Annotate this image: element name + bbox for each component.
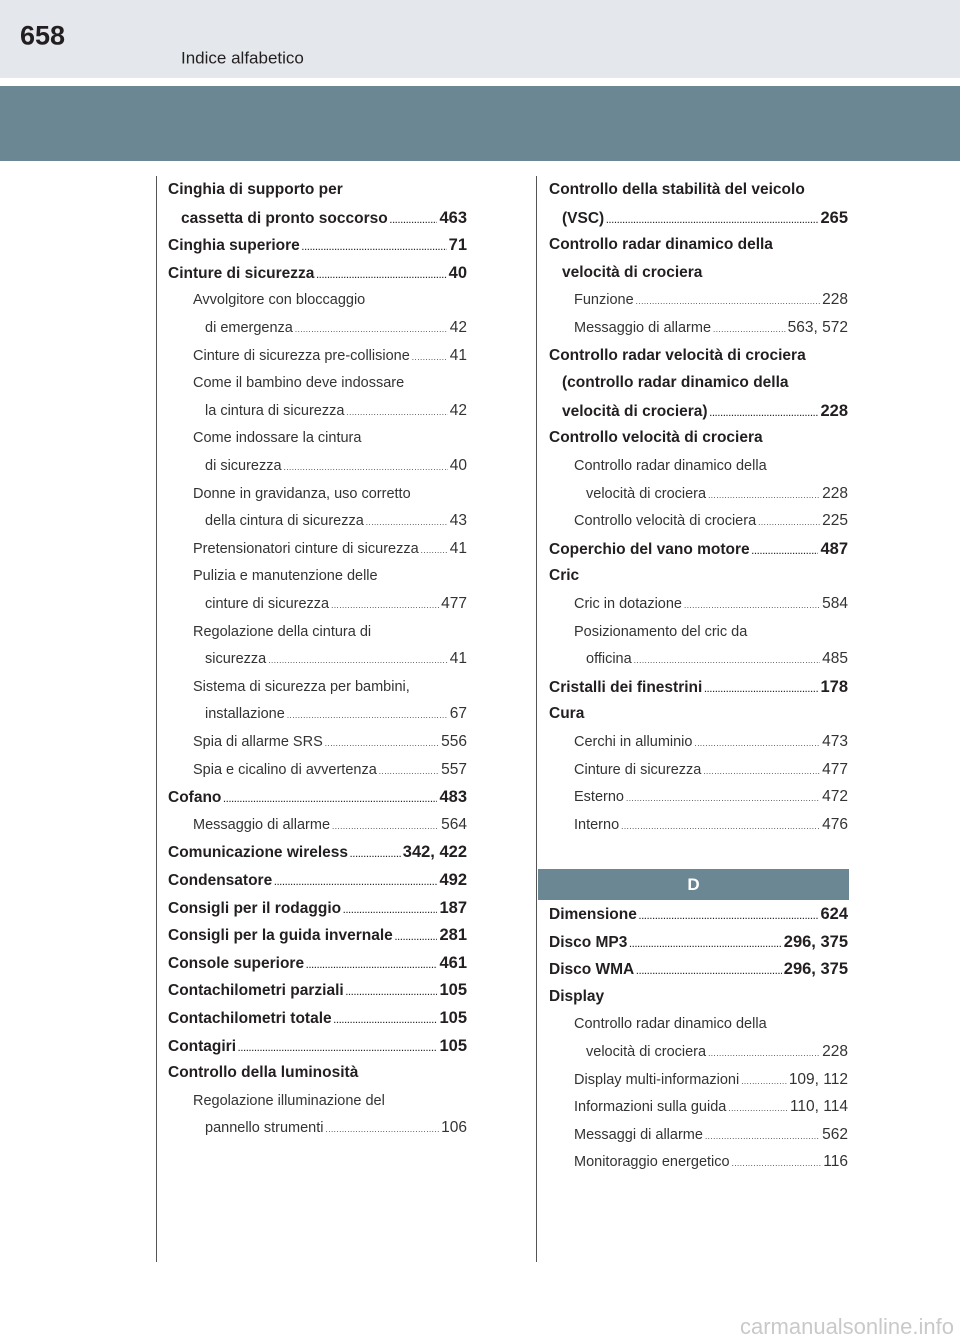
- index-entry-text: Avvolgitore con bloccaggio: [193, 292, 366, 309]
- index-entry-text: Spia e cicalino di avvertenza: [193, 761, 377, 778]
- index-entry-text: Consigli per la guida invernale: [168, 927, 393, 945]
- index-entry: [168, 868, 467, 892]
- index-entry: [574, 509, 848, 533]
- index-entry-page: 225: [822, 512, 848, 530]
- index-entry-text: velocità di crociera): [562, 402, 708, 420]
- index-entry-page: 41: [449, 650, 467, 668]
- index-entry-text: Monitoraggio energetico: [574, 1154, 730, 1171]
- right-column-rule: [536, 176, 537, 1262]
- index-entry-text: officina: [586, 651, 632, 668]
- index-entry-page: 563, 572: [787, 319, 848, 336]
- index-entry-text: Controllo della luminosità: [168, 1064, 359, 1082]
- index-entry-text: cinture di sicurezza: [205, 596, 330, 612]
- index-entry-text: Cerchi in alluminio: [574, 734, 693, 750]
- index-entry: [193, 758, 467, 782]
- index-entry-text: Cinghia di supporto per: [168, 181, 343, 198]
- dot-leader: [343, 899, 437, 923]
- index-entry-text: Console superiore: [168, 954, 305, 972]
- index-entry: [193, 564, 467, 588]
- index-entry: [168, 923, 467, 947]
- index-entry-text: Cric: [549, 567, 580, 585]
- dot-leader: [326, 1118, 440, 1142]
- left-column-rule: [156, 176, 157, 1262]
- index-entry-text: Funzione: [574, 292, 634, 309]
- index-entry-page: 105: [439, 981, 467, 1000]
- index-entry-text: (controllo radar dinamico della: [562, 374, 789, 392]
- index-entry-text: Disco WMA: [549, 961, 635, 979]
- index-entry: [168, 951, 467, 975]
- index-entry: [549, 702, 848, 726]
- index-entry-page: 342, 422: [402, 843, 467, 862]
- index-entry-page: 296, 375: [783, 932, 848, 951]
- index-entry: [205, 647, 467, 671]
- dot-leader: [621, 815, 820, 839]
- index-entry: [205, 454, 467, 478]
- index-entry-page: 105: [439, 1036, 467, 1055]
- index-entry: [574, 1150, 848, 1174]
- index-entry: [574, 592, 848, 616]
- index-entry-page: 477: [441, 595, 467, 612]
- dot-leader: [728, 1097, 788, 1121]
- index-entry-text: Cinture di sicurezza: [574, 761, 702, 778]
- index-entry-text: Controllo radar dinamico della: [574, 1016, 767, 1033]
- dot-leader: [421, 539, 448, 563]
- index-entry: [168, 978, 467, 1002]
- dot-leader: [223, 788, 437, 812]
- dot-leader: [346, 981, 438, 1005]
- index-entry-text: Esterno: [574, 789, 624, 806]
- index-entry-page: 228: [822, 1043, 848, 1060]
- index-entry: [193, 288, 467, 312]
- index-entry-page: 557: [441, 760, 467, 778]
- index-entry: [168, 1034, 467, 1058]
- watermark: carmanualsonline.info: [739, 1314, 954, 1339]
- index-entry-text: Consigli per il rodaggio: [168, 899, 342, 917]
- index-entry-page: 43: [449, 512, 467, 530]
- index-entry: [562, 261, 848, 285]
- index-entry-text: (VSC): [562, 209, 605, 227]
- index-entry-text: Come il bambino deve indossare: [193, 375, 405, 392]
- index-entry: [549, 902, 848, 926]
- index-entry-page: 472: [822, 788, 848, 806]
- index-entry: [549, 344, 848, 368]
- index-entry-page: 228: [820, 401, 848, 420]
- dot-leader: [287, 704, 448, 728]
- index-entry-text: Pulizia e manutenzione delle: [193, 568, 378, 585]
- index-entry: [574, 813, 848, 837]
- index-entry-text: Contachilometri parziali: [168, 982, 344, 1000]
- dot-leader: [350, 843, 401, 867]
- dot-leader: [346, 401, 447, 425]
- index-entry-text: Coperchio del vano motore: [549, 540, 750, 558]
- index-entry-page: 187: [439, 898, 467, 917]
- index-entry: [549, 675, 848, 699]
- index-entry-text: installazione: [205, 706, 285, 723]
- dot-leader: [366, 511, 448, 535]
- index-entry-page: 110, 114: [789, 1098, 848, 1116]
- index-entry-text: la cintura di sicurezza: [205, 402, 345, 419]
- index-entry-text: Posizionamento del cric da: [574, 623, 748, 640]
- dot-leader: [732, 1152, 822, 1176]
- index-entry-page: 40: [448, 263, 467, 282]
- index-entry-page: 562: [822, 1125, 848, 1143]
- index-entry-page: 463: [439, 208, 467, 227]
- index-entry-page: 476: [822, 815, 848, 833]
- index-entry-page: 178: [820, 677, 848, 696]
- index-entry-page: 67: [449, 705, 467, 723]
- dot-leader: [412, 346, 448, 370]
- dot-leader: [284, 456, 448, 480]
- dot-leader: [302, 236, 447, 260]
- index-entry-page: 473: [822, 733, 848, 750]
- index-entry-text: della cintura di sicurezza: [205, 513, 364, 530]
- index-entry-text: Controllo radar dinamico della: [549, 236, 773, 254]
- index-entry-text: Comunicazione wireless: [168, 844, 349, 862]
- index-entry: [168, 261, 467, 285]
- dot-leader: [390, 209, 438, 233]
- index-entry-text: Cura: [549, 705, 585, 723]
- index-entry: [205, 509, 467, 533]
- index-entry-text: Contagiri: [168, 1037, 237, 1055]
- page-number: 658: [20, 20, 66, 51]
- dot-leader: [325, 732, 439, 756]
- index-entry: [574, 758, 848, 782]
- header-bar: [0, 0, 960, 78]
- index-entry: [205, 316, 467, 340]
- index-entry: [549, 985, 848, 1009]
- dot-leader: [684, 594, 820, 618]
- index-entry: [193, 1089, 467, 1113]
- index-entry-text: Messaggio di allarme: [574, 320, 712, 336]
- dot-leader: [379, 760, 439, 784]
- index-entry-text: Cinghia superiore: [168, 237, 300, 255]
- index-entry-text: Controllo velocità di crociera: [574, 513, 757, 530]
- index-entry-text: sicurezza: [205, 651, 267, 668]
- index-entry-text: Cric in dotazione: [574, 596, 682, 612]
- index-entry-text: di sicurezza: [205, 458, 282, 474]
- index-entry-page: 584: [822, 595, 848, 612]
- index-entry-text: Controllo della stabilità del veicolo: [549, 181, 805, 198]
- index-entry-text: Disco MP3: [549, 933, 628, 951]
- index-entry-page: 228: [822, 484, 848, 502]
- index-entry-page: 105: [439, 1009, 467, 1027]
- dot-leader: [741, 1070, 787, 1094]
- index-entry: [549, 233, 848, 257]
- index-entry: [574, 785, 848, 809]
- index-entry-text: Spia di allarme SRS: [193, 734, 323, 750]
- index-entry: [193, 813, 467, 837]
- section-letter: D: [687, 874, 700, 894]
- index-entry-page: 41: [449, 539, 467, 557]
- index-entry: [586, 647, 848, 671]
- dot-leader: [606, 209, 818, 233]
- index-entry-page: 624: [820, 905, 848, 923]
- index-entry-text: Dimensione: [549, 906, 637, 923]
- dot-leader: [703, 760, 820, 784]
- index-entry-page: 41: [449, 346, 467, 364]
- index-entry-text: Messaggi di allarme: [574, 1126, 703, 1143]
- dot-leader: [634, 649, 820, 673]
- index-entry: [205, 702, 467, 726]
- index-entry-page: 106: [441, 1119, 467, 1137]
- index-entry: [193, 371, 467, 395]
- index-entry-text: Display multi-informazioni: [574, 1071, 740, 1088]
- index-entry: [574, 1123, 848, 1147]
- index-entry: [193, 675, 467, 699]
- index-entry-page: 564: [441, 815, 467, 833]
- index-entry: [193, 344, 467, 368]
- index-entry-text: Controllo velocità di crociera: [549, 429, 763, 447]
- dot-leader: [295, 318, 448, 342]
- index-entry-page: 485: [822, 650, 848, 668]
- index-entry-text: velocità di crociera: [586, 1044, 707, 1060]
- index-entry-text: Cristalli dei finestrini: [549, 678, 703, 696]
- index-entry-text: Display: [549, 987, 605, 1005]
- index-entry-text: Condensatore: [168, 872, 273, 889]
- index-entry-page: 556: [441, 733, 467, 750]
- index-entry: [549, 178, 848, 202]
- index-entry-text: Interno: [574, 816, 620, 833]
- index-entry: [193, 620, 467, 644]
- dot-leader: [704, 678, 818, 702]
- index-entry: [562, 399, 848, 423]
- index-entry-text: Informazioni sulla guida: [574, 1099, 727, 1116]
- index-entry-text: Pretensionatori cinture di sicurezza: [193, 540, 419, 557]
- dot-leader: [708, 1042, 820, 1066]
- dot-leader: [316, 264, 446, 288]
- index-entry-page: 483: [439, 788, 467, 807]
- index-entry: [168, 178, 467, 202]
- index-entry: [586, 1040, 848, 1064]
- index-entry-page: 461: [439, 953, 467, 972]
- index-entry-text: Cofano: [168, 789, 222, 807]
- index-entry: [549, 957, 848, 981]
- index-entry-text: Controllo radar velocità di crociera: [549, 346, 806, 364]
- index-entry-page: 296, 375: [783, 960, 848, 979]
- index-entry: [562, 371, 848, 395]
- dot-leader: [306, 954, 437, 978]
- dot-leader: [395, 926, 438, 950]
- dot-leader: [713, 318, 786, 342]
- index-entry-text: velocità di crociera: [562, 263, 703, 281]
- dot-leader: [331, 594, 439, 618]
- dot-leader: [238, 1037, 437, 1061]
- dot-leader: [274, 871, 437, 895]
- index-entry: [168, 840, 467, 864]
- dot-leader: [710, 402, 819, 426]
- dot-leader: [629, 933, 781, 957]
- index-entry-text: Messaggio di allarme: [193, 816, 331, 833]
- index-entry-page: 71: [448, 236, 467, 255]
- dot-leader: [694, 732, 820, 756]
- index-entry: [193, 482, 467, 506]
- index-entry: [193, 426, 467, 450]
- index-entry: [181, 206, 467, 230]
- index-entry: [168, 785, 467, 809]
- dot-leader: [332, 815, 439, 839]
- section-letter-bar: [538, 869, 849, 900]
- index-entry: [168, 1006, 467, 1030]
- index-entry-page: 116: [823, 1153, 848, 1171]
- index-entry: [168, 233, 467, 257]
- index-entry-text: Regolazione illuminazione del: [193, 1092, 385, 1109]
- index-entry-text: Regolazione della cintura di: [193, 623, 372, 640]
- index-entry-page: 265: [820, 208, 848, 227]
- index-entry-text: pannello strumenti: [205, 1120, 324, 1137]
- index-entry-page: 281: [439, 926, 467, 945]
- dot-leader: [758, 511, 820, 535]
- index-entry: [168, 1061, 467, 1085]
- section-title: Indice alfabetico: [181, 48, 304, 68]
- index-entry: [574, 1095, 848, 1119]
- index-entry-page: 40: [449, 457, 467, 474]
- dot-leader: [639, 905, 819, 929]
- index-entry-page: 228: [822, 291, 848, 309]
- index-entry: [193, 537, 467, 561]
- index-entry: [574, 1012, 848, 1036]
- index-entry: [549, 426, 848, 450]
- index-entry-text: velocità di crociera: [586, 485, 707, 502]
- index-entry-page: 42: [449, 401, 467, 419]
- dot-leader: [334, 1009, 438, 1033]
- dot-leader: [636, 960, 782, 984]
- dot-leader: [752, 540, 819, 564]
- dot-leader: [626, 787, 820, 811]
- index-entry: [562, 206, 848, 230]
- index-entry-text: cassetta di pronto soccorso: [181, 209, 388, 227]
- index-entry: [193, 730, 467, 754]
- index-entry: [574, 730, 848, 754]
- index-entry-text: Cinture di sicurezza pre-collisione: [193, 347, 410, 364]
- index-entry-text: Donne in gravidanza, uso corretto: [193, 485, 411, 502]
- index-entry: [168, 896, 467, 920]
- index-entry: [574, 288, 848, 312]
- index-entry: [205, 1116, 467, 1140]
- index-entry: [205, 399, 467, 423]
- index-entry: [205, 592, 467, 616]
- header-band: [0, 86, 960, 161]
- index-entry: [549, 564, 848, 588]
- index-entry: [574, 316, 848, 340]
- index-entry-text: Controllo radar dinamico della: [574, 458, 767, 474]
- index-entry-page: 42: [449, 319, 467, 336]
- index-entry-text: Come indossare la cintura: [193, 430, 362, 447]
- index-entry-text: di emergenza: [205, 320, 293, 336]
- index-entry-text: Contachilometri totale: [168, 1010, 332, 1027]
- index-entry-text: Cinture di sicurezza: [168, 264, 315, 282]
- index-entry-page: 487: [820, 539, 848, 558]
- index-entry: [574, 454, 848, 478]
- index-entry-page: 477: [822, 760, 848, 778]
- index-entry-page: 109, 112: [788, 1070, 848, 1088]
- dot-leader: [708, 484, 820, 508]
- index-entry: [549, 537, 848, 561]
- index-entry-text: Sistema di sicurezza per bambini,: [193, 678, 410, 695]
- index-entry: [586, 482, 848, 506]
- index-entry-page: 492: [439, 871, 467, 889]
- index-entry: [574, 1068, 848, 1092]
- dot-leader: [268, 649, 448, 673]
- dot-leader: [705, 1125, 820, 1149]
- index-entry: [549, 930, 848, 954]
- index-entry: [574, 620, 848, 644]
- dot-leader: [636, 290, 820, 314]
